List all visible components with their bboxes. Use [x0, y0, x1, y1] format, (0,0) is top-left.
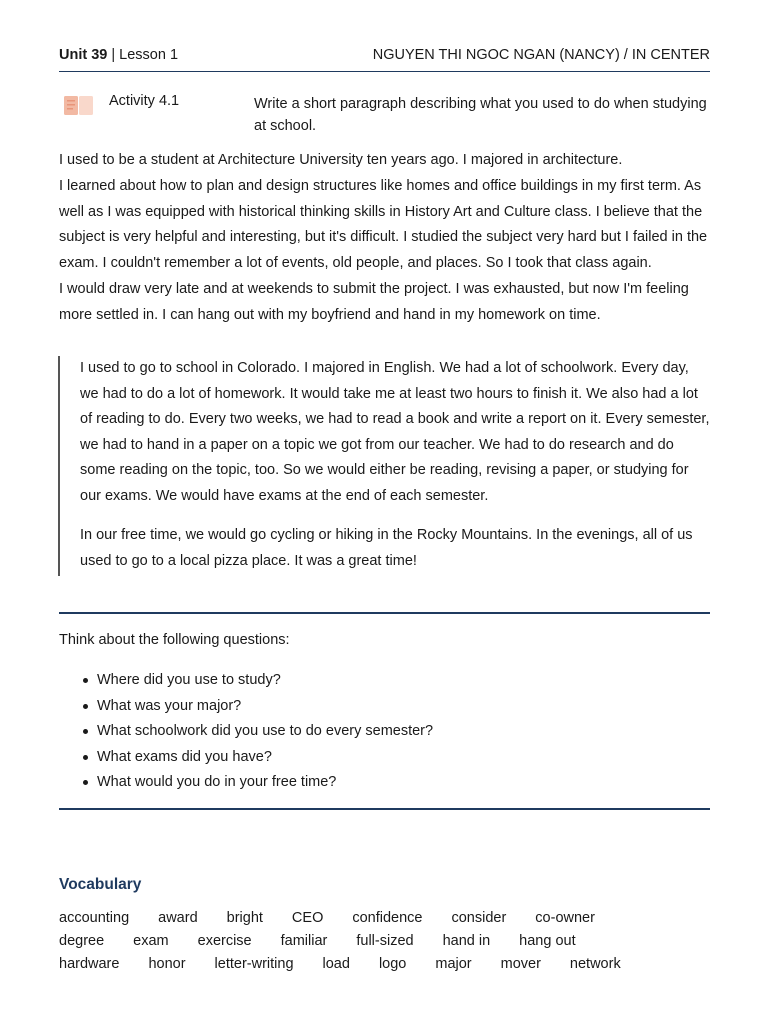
answer-paragraph — [59, 148, 719, 329]
answer-line: I learned about how to plan and design structures like homes and office buildings in my first term. As — [59, 177, 702, 194]
activity-label: Activity 4.1 — [109, 93, 180, 109]
answer-line: I used to be a student at Architecture University ten years ago. I majored in architecture. — [59, 152, 623, 168]
vocabulary-word: familiar — [280, 933, 328, 949]
book-icon — [63, 94, 95, 116]
question-item: Where did you use to study? — [59, 669, 433, 695]
answer-line: subject is very helpful and interesting, but it's difficult. I studied the subject very hard but I failed in the — [59, 229, 708, 246]
answer-line: well as I was equipped with historical thinking skills in History Art and Culture class. I believe that the — [59, 203, 703, 220]
vocabulary-word: exam — [133, 933, 169, 949]
author-center: NGUYEN THI NGOC NGAN (NANCY) / IN CENTER — [372, 47, 710, 63]
lesson-label: Lesson 1 — [119, 47, 179, 63]
unit-label: Unit 39 — [59, 47, 108, 63]
vocabulary-word: network — [569, 956, 621, 972]
vocabulary-word: load — [322, 956, 350, 972]
think-intro: Think about the following questions: — [59, 632, 290, 648]
answer-line: more settled in. I can hang out with my boyfriend and hand in my homework on time. — [59, 306, 601, 323]
question-list — [59, 669, 433, 797]
unit-lesson — [59, 47, 178, 63]
vocabulary-word: degree — [59, 933, 105, 949]
vocabulary-word: co-owner — [535, 910, 595, 926]
section-divider — [59, 612, 710, 614]
answer-line: I would draw very late and at weekends to submit the project. I was exhausted, but now I'm feeling — [59, 280, 689, 297]
question-item: What schoolwork did you use to do every semester? — [59, 720, 433, 746]
vocabulary-word: mover — [500, 956, 541, 972]
vocabulary-word: major — [435, 956, 472, 972]
vocabulary-row — [59, 954, 650, 977]
page-header — [59, 47, 710, 65]
question-item: What exams did you have? — [59, 746, 433, 772]
vocabulary-word: hang out — [519, 933, 576, 949]
vocabulary-list — [59, 908, 650, 977]
answer-line: exam. I couldn't remember a lot of events, old people, and places. So I took that class again. — [59, 255, 652, 272]
vocabulary-word: hardware — [59, 956, 120, 972]
vocabulary-word: consider — [451, 910, 507, 926]
vocabulary-word: award — [158, 910, 198, 926]
sample-answer — [58, 356, 710, 576]
header-separator: | — [107, 47, 120, 63]
vocabulary-word: full-sized — [356, 933, 414, 949]
vocabulary-word: hand in — [442, 933, 491, 949]
vocabulary-word: confidence — [352, 910, 423, 926]
vocabulary-row — [59, 931, 650, 954]
vocabulary-word: letter-writing — [214, 956, 294, 972]
vocabulary-word: honor — [148, 956, 186, 972]
section-divider — [59, 808, 710, 810]
vocabulary-word: accounting — [59, 910, 130, 926]
vocabulary-word: logo — [378, 956, 407, 972]
vocabulary-word: bright — [226, 910, 263, 926]
vocabulary-word: exercise — [197, 933, 252, 949]
question-item: What was your major? — [59, 695, 433, 721]
vocabulary-word: CEO — [291, 910, 324, 926]
sample-paragraph: In our free time, we would go cycling or hiking in the Rocky Mountains. In the evenings, all of us used to go to a local pizza place. It was a great time! — [80, 527, 693, 569]
header-divider — [59, 71, 710, 72]
sample-paragraph: I used to go to school in Colorado. I majored in English. We had a lot of schoolwork. Every day, we had to do a lot of homework. It would take me at least two hours to finish it. We also had a lot of reading to do. Every two weeks, we had to read a book and write a report on it. Every semester, we had to hand in a paper on a topic we got from our teacher. We had to do research and do some reading on the topic, too. So we would either be reading, revising a paper, or studying for our exams. We would have exams at the end of each semester. — [80, 360, 710, 504]
question-item: What would you do in your free time? — [59, 771, 433, 797]
activity-instruction: Write a short paragraph describing what you used to do when studying at school. — [254, 96, 707, 134]
vocabulary-heading: Vocabulary — [59, 876, 142, 893]
vocabulary-row — [59, 908, 650, 931]
